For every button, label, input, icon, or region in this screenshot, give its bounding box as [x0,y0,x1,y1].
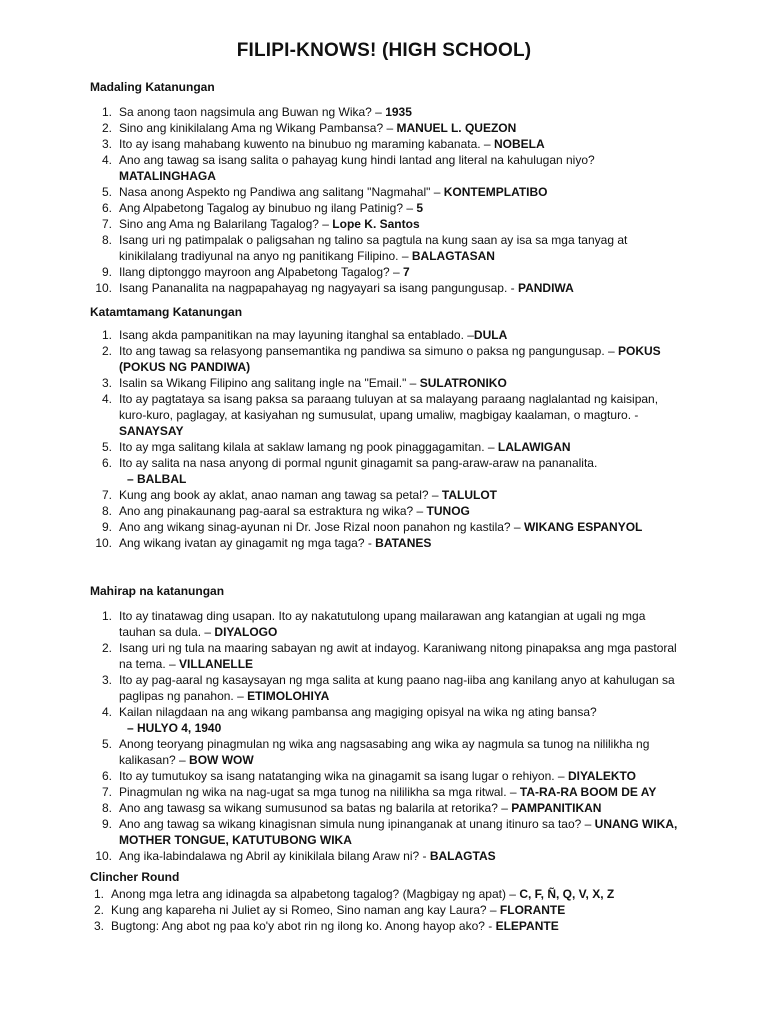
list-item: 2. Isang uri ng tula na maaring sabayan ng awit at indayog. Karaniwang nitong pinapaksa ang mga pastoral na tema. – VILLANELLE [101,641,677,671]
list-item: 2. Sino ang kinikilalang Ama ng Wikang Pambansa? – MANUEL L. QUEZON [101,121,517,135]
list-item: 4. Kailan nilagdaan na ang wikang pambansa ang magiging opisyal na wika ng ating bansa? – HULYO 4, 1940 [101,705,597,735]
question-list-average [90,327,680,551]
list-item: 7. Pinagmulan ng wika na nag-ugat sa mga tunog na nililikha sa mga ritwal. – TA-RA-RA BOOM DE AY [101,785,657,799]
list-item: 7. Sino ang Ama ng Balarilang Tagalog? – Lope K. Santos [101,217,420,231]
list-item: 8. Isang uri ng patimpalak o paligsahan ng talino sa pagtula na kung saan ay isa sa mga tanyag at kinikilalang tradiyunal na anyo ng panitikang Filipino. – BALAGTASAN [101,233,628,263]
list-item: 1. Anong mga letra ang idinagda sa alpabetong tagalog? (Magbigay ng apat) – C, F, Ñ, Q, V, X, Z [93,887,615,901]
question-list-hard [90,608,680,864]
list-item: 10. Ang ika-labindalawa ng Abril ay kinikilala bilang Araw ni? - BALAGTAS [95,849,496,863]
section-heading-clincher: Clincher Round [90,870,180,884]
question-list-easy [90,104,680,296]
list-item: 10. Isang Pananalita na nagpapahayag ng nagyayari sa isang pangungusap. - PANDIWA [95,281,574,295]
list-item: 3. Ito ay pag-aaral ng kasaysayan ng mga salita at kung paano nag-iiba ang kanilang anyo at kahulugan sa paglipas ng panahon. – ETIMOLOHIYA [101,673,675,703]
list-item: 3. Ito ay isang mahabang kuwento na binubuo ng maraming kabanata. – NOBELA [101,137,545,151]
list-item: 3. Bugtong: Ang abot ng paa ko'y abot rin ng ilong ko. Anong hayop ako? - ELEPANTE [93,919,559,933]
list-item: 2. Ito ang tawag sa relasyong pansemantika ng pandiwa sa simuno o paksa ng pangungusap. – POKUS (POKUS NG PANDIWA) [101,344,661,374]
section-heading-easy: Madaling Katanungan [90,80,215,94]
list-item: 5. Nasa anong Aspekto ng Pandiwa ang salitang "Nagmahal" – KONTEMPLATIBO [101,185,548,199]
list-item: 5. Anong teoryang pinagmulan ng wika ang nagsasabing ang wika ay nagmula sa tunog na nililikha ng kalikasan? – BOW WOW [101,737,650,767]
list-item: 6. Ang Alpabetong Tagalog ay binubuo ng ilang Patinig? – 5 [101,201,424,215]
list-item: 9. Ilang diptonggo mayroon ang Alpabetong Tagalog? – 7 [101,265,410,279]
list-item: 8. Ano ang pinakaunang pag-aaral sa estraktura ng wika? – TUNOG [101,504,470,518]
list-item: 5. Ito ay mga salitang kilala at saklaw lamang ng pook pinaggagamitan. – LALAWIGAN [101,440,571,454]
question-list-clincher [90,886,680,934]
section-heading-average: Katamtamang Katanungan [90,305,243,319]
document-title: FILIPI-KNOWS! (HIGH SCHOOL) [236,40,532,61]
list-item: 1. Sa anong taon nagsimula ang Buwan ng Wika? – 1935 [101,105,412,119]
list-item: 4. Ito ay pagtataya sa isang paksa sa paraang tuluyan at sa malayang paraang naglalantad ng kaisipan, kuro-kuro, paglagay, at kasiyahan ng sumusulat, upang umaliw, magbigay kaalaman, o magturo. - SANAYSAY [101,392,659,438]
list-item: 1. Isang akda pampanitikan na may layuning itanghal sa entablado. –DULA [101,328,508,342]
list-item: 9. Ano ang tawag sa wikang kinagisnan simula nung ipinanganak at unang itinuro sa tao? – UNANG WIKA, MOTHER TONGUE, KATUTUBONG WIKA [101,817,678,847]
list-item: 6. Ito ay salita na nasa anyong di pormal ngunit ginagamit sa pang-araw-araw na pananalita. – BALBAL [101,456,598,486]
list-item: 9. Ano ang wikang sinag-ayunan ni Dr. Jose Rizal noon panahon ng kastila? – WIKANG ESPANYOL [101,520,643,534]
list-item: 3. Isalin sa Wikang Filipino ang salitang ingle na "Email." – SULATRONIKO [101,376,507,390]
list-item: 10. Ang wikang ivatan ay ginagamit ng mga taga? - BATANES [95,536,432,550]
list-item: 7. Kung ang book ay aklat, anao naman ang tawag sa petal? – TALULOT [101,488,498,502]
list-item: 2. Kung ang kapareha ni Juliet ay si Romeo, Sino naman ang kay Laura? – FLORANTE [93,903,566,917]
list-item: 4. Ano ang tawag sa isang salita o pahayag kung hindi lantad ang literal na kahulugan niyo? MATALINGHAGA [101,153,595,183]
list-item: 1. Ito ay tinatawag ding usapan. Ito ay nakatutulong upang mailarawan ang katangian at ugali ng mga tauhan sa dula. – DIYALOGO [101,609,646,639]
list-item: 6. Ito ay tumutukoy sa isang natatanging wika na ginagamit sa isang lugar o rehiyon. – DIYALEKTO [101,769,636,783]
list-item: 8. Ano ang tawasg sa wikang sumusunod sa batas ng balarila at retorika? – PAMPANITIKAN [101,801,602,815]
section-heading-hard: Mahirap na katanungan [90,584,225,598]
